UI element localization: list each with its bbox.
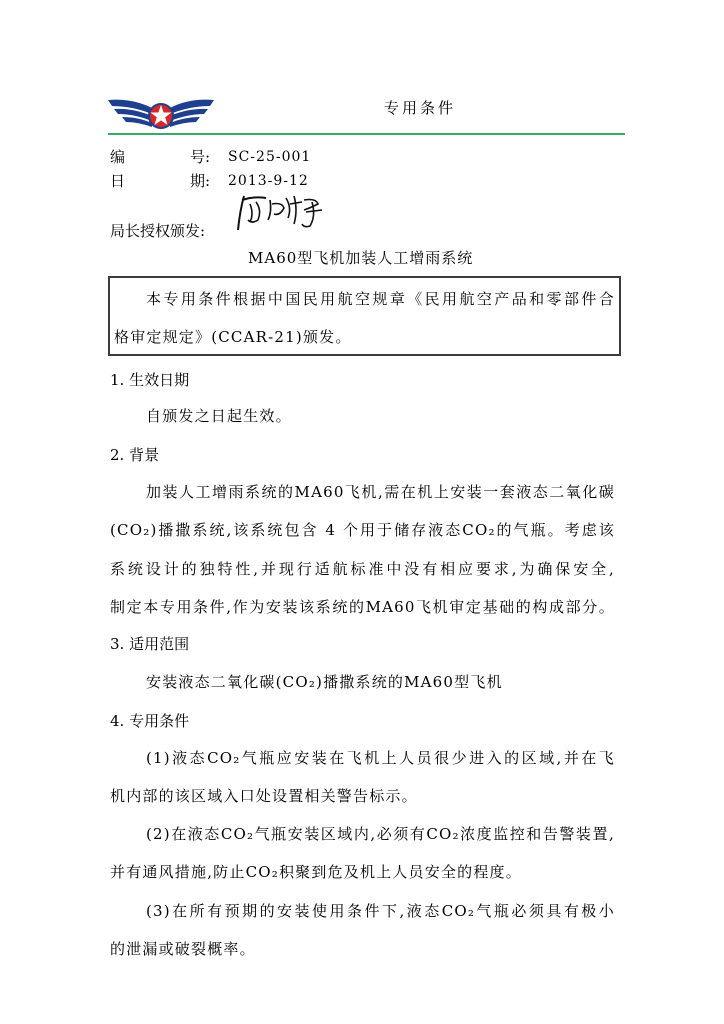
section-2-line-3: 系统设计的独特性,并现行适航标准中没有相应要求,为确保安全, (110, 560, 615, 578)
section-4-heading: 4. 专用条件 (110, 712, 190, 730)
basis-line-1: 本专用条件根据中国民用航空规章《民用航空产品和零部件合 (146, 290, 615, 308)
document-title: MA60型飞机加装人工增雨系统 (248, 249, 474, 267)
header-divider (108, 133, 625, 135)
section-4-line-4: 并有通风措施,防止CO₂积聚到危及机上人员安全的程度。 (110, 863, 522, 881)
document-number: SC-25-001 (228, 149, 312, 165)
caac-logo (108, 94, 214, 136)
number-label-part2: 号: (190, 148, 211, 166)
section-3-heading: 3. 适用范围 (110, 635, 190, 653)
section-4-line-3: (2)在液态CO₂气瓶安装区域内,必须有CO₂浓度监控和告警装置, (146, 825, 615, 843)
section-2-line-2: (CO₂)播撒系统,该系统包含 4 个用于储存液态CO₂的气瓶。考虑该 (110, 521, 615, 539)
signature-image (232, 190, 328, 236)
header-title: 专用条件 (384, 99, 457, 117)
section-4-line-2: 机内部的该区域入口处设置相关警告标示。 (110, 787, 418, 805)
number-label-part1: 编 (110, 148, 126, 166)
section-4-line-1: (1)液态CO₂气瓶应安装在飞机上人员很少进入的区域,并在飞 (146, 749, 615, 767)
section-1-text: 自颁发之日起生效。 (146, 407, 292, 425)
basis-line-2: 格审定规定》(CCAR-21)颁发。 (114, 328, 352, 346)
section-4-line-6: 的泄漏或破裂概率。 (110, 940, 256, 958)
section-4-line-5: (3)在所有预期的安装使用条件下,液态CO₂气瓶必须具有极小 (146, 902, 615, 920)
issue-date: 2013-9-12 (228, 173, 309, 189)
section-2-line-4: 制定本专用条件,作为安装该系统的MA60飞机审定基础的构成部分。 (110, 598, 615, 616)
date-label-part1: 日 (110, 172, 126, 190)
section-2-heading: 2. 背景 (110, 446, 160, 464)
authorized-label: 局长授权颁发: (110, 222, 206, 240)
date-label-part2: 期: (190, 172, 211, 190)
section-1-heading: 1. 生效日期 (110, 371, 190, 389)
section-3-text: 安装液态二氧化碳(CO₂)播撒系统的MA60型飞机 (146, 673, 503, 691)
section-2-line-1: 加装人工增雨系统的MA60飞机,需在机上安装一套液态二氧化碳 (146, 483, 615, 501)
